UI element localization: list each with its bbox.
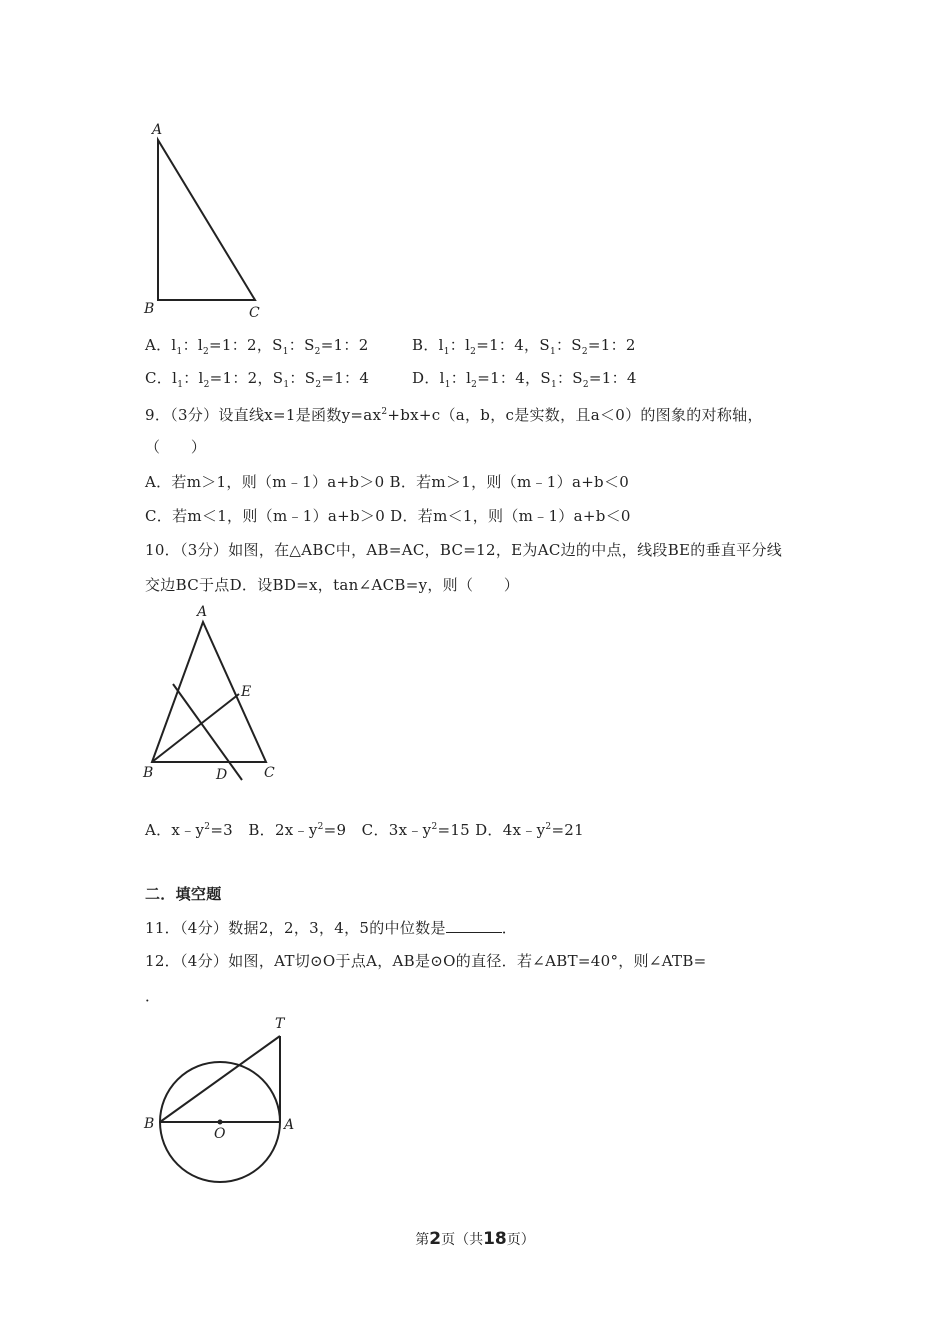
figure-right-triangle [140, 120, 280, 325]
section-heading-fill-in: 二．填空题 [145, 885, 222, 903]
question-9-options-ab: A．若m＞1，则（m﹣1）a+b＞0 B．若m＞1，则（m﹣1）a+b＜0 [145, 473, 630, 491]
point-label-o: O [214, 1126, 226, 1142]
question-12-stem-end: ． [145, 987, 161, 1005]
point-label-t: T [275, 1016, 285, 1032]
point-label-a: A [284, 1117, 295, 1133]
question-9-answer-paren: （ ） [145, 438, 207, 456]
question-9-options-cd: C．若m＜1，则（m﹣1）a+b＞0 D．若m＜1，则（m﹣1）a+b＜0 [145, 507, 631, 525]
answer-blank [446, 918, 502, 933]
question-9-stem: 9．（3分）设直线x=1是函数$y=ax^2+bx+c(a$，b，c是实数，且a＜0）的图象的对称轴， [145, 406, 763, 424]
vertex-label-a: A [197, 604, 208, 620]
figure-circle-tangent [140, 1010, 310, 1185]
triangle-abc-shape [158, 140, 255, 300]
point-label-e: E [241, 684, 252, 700]
option-8b: B．$l_1$：$l_2=1$：4，$S_1$：$S_2=1$：2 [412, 336, 636, 357]
vertex-label-b: B [143, 765, 154, 781]
perpendicular-bisector-line [173, 684, 242, 780]
question-10-options: A．$x﹣y^2=3$ B．$2x﹣y^2=9$ C．$3x﹣y^2=15$ D．$4x﹣y^2=21$ [145, 821, 584, 839]
option-8d: D．$l_1$：$l_2=1$：4，$S_1$：$S_2=1$：4 [412, 369, 637, 390]
vertex-label-c: C [264, 765, 275, 781]
vertex-label-a: A [152, 122, 163, 138]
point-label-d: D [216, 767, 228, 783]
page-footer: 第2页（共18页） [415, 1229, 535, 1249]
center-point-o [218, 1120, 223, 1125]
vertex-label-b: B [144, 301, 155, 317]
option-8a: A．$l_1$：$l_2=1$：2，$S_1$：$S_2=1$：2 [145, 336, 369, 357]
question-10-stem-line1: 10．（3分）如图，在△ABC中，AB=AC，BC=12，E为AC边的中点，线段BE的垂直平分线 [145, 541, 783, 559]
vertex-label-c: C [249, 305, 260, 321]
question-12-stem: 12．（4分）如图，AT切⊙O于点A，AB是⊙O的直径．若∠ABT=40°，则∠ATB= [145, 952, 707, 970]
question-10-stem-line2: 交边BC于点D．设BD=x，tan∠ACB=y，则（ ） [145, 576, 520, 594]
total-page-count: 18 [483, 1229, 507, 1249]
option-8c: C．$l_1$：$l_2=1$：2，$S_1$：$S_2=1$：4 [145, 369, 370, 390]
current-page-number: 2 [429, 1229, 442, 1249]
question-11: 11．（4分）数据2，2，3，4，5的中位数是 ． [145, 919, 518, 937]
point-label-b: B [144, 1116, 155, 1132]
figure-isosceles-triangle [140, 600, 290, 790]
